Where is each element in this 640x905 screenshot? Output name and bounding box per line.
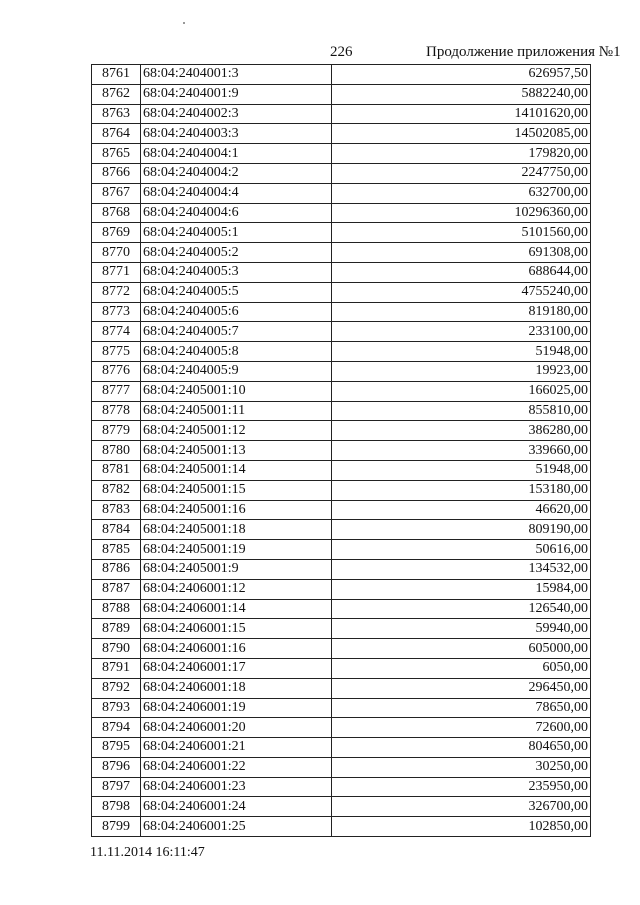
- cadastral-number-cell: 68:04:2404005:5: [141, 282, 332, 302]
- row-number-cell: 8790: [92, 639, 141, 659]
- table-row: [92, 559, 591, 579]
- table-row: [92, 698, 591, 718]
- row-number-cell: 8763: [92, 104, 141, 124]
- cadastral-number-cell: 68:04:2406001:15: [141, 619, 332, 639]
- cadastral-number-cell: 68:04:2404005:1: [141, 223, 332, 243]
- table-row: [92, 144, 591, 164]
- cadastral-value-cell: 72600,00: [332, 718, 591, 738]
- cadastral-number-cell: 68:04:2405001:12: [141, 421, 332, 441]
- table-row: [92, 322, 591, 342]
- cadastral-number-cell: 68:04:2405001:9: [141, 559, 332, 579]
- row-number-cell: 8778: [92, 401, 141, 421]
- cadastral-value-cell: 688644,00: [332, 262, 591, 282]
- table-row: [92, 203, 591, 223]
- row-number-cell: 8777: [92, 381, 141, 401]
- cadastral-number-cell: 68:04:2406001:22: [141, 757, 332, 777]
- cadastral-number-cell: 68:04:2404001:3: [141, 65, 332, 85]
- row-number-cell: 8795: [92, 738, 141, 758]
- table-row: [92, 639, 591, 659]
- table-row: [92, 223, 591, 243]
- row-number-cell: 8785: [92, 540, 141, 560]
- cadastral-value-cell: 855810,00: [332, 401, 591, 421]
- table-row: [92, 65, 591, 85]
- cadastral-value-cell: 179820,00: [332, 144, 591, 164]
- cadastral-number-cell: 68:04:2406001:17: [141, 658, 332, 678]
- cadastral-value-cell: 819180,00: [332, 302, 591, 322]
- cadastral-value-cell: 4755240,00: [332, 282, 591, 302]
- cadastral-value-cell: 632700,00: [332, 183, 591, 203]
- table-row: [92, 777, 591, 797]
- cadastral-value-cell: 102850,00: [332, 817, 591, 837]
- row-number-cell: 8774: [92, 322, 141, 342]
- row-number-cell: 8776: [92, 361, 141, 381]
- row-number-cell: 8762: [92, 84, 141, 104]
- row-number-cell: 8796: [92, 757, 141, 777]
- cadastral-value-cell: 386280,00: [332, 421, 591, 441]
- cadastral-number-cell: 68:04:2404001:9: [141, 84, 332, 104]
- row-number-cell: 8769: [92, 223, 141, 243]
- table-row: [92, 678, 591, 698]
- row-number-cell: 8782: [92, 480, 141, 500]
- table-row: [92, 599, 591, 619]
- print-timestamp: 11.11.2014 16:11:47: [90, 845, 205, 860]
- cadastral-value-cell: 626957,50: [332, 65, 591, 85]
- cadastral-value-cell: 326700,00: [332, 797, 591, 817]
- cadastral-value-cell: 153180,00: [332, 480, 591, 500]
- cadastral-value-cell: 691308,00: [332, 243, 591, 263]
- table-row: [92, 441, 591, 461]
- cadastral-value-cell: 78650,00: [332, 698, 591, 718]
- cadastral-value-table: [91, 64, 591, 837]
- table-row: [92, 381, 591, 401]
- cadastral-number-cell: 68:04:2405001:15: [141, 480, 332, 500]
- row-number-cell: 8787: [92, 579, 141, 599]
- cadastral-value-cell: 30250,00: [332, 757, 591, 777]
- cadastral-number-cell: 68:04:2406001:25: [141, 817, 332, 837]
- table-row: [92, 460, 591, 480]
- row-number-cell: 8772: [92, 282, 141, 302]
- cadastral-number-cell: 68:04:2404005:2: [141, 243, 332, 263]
- table-row: [92, 342, 591, 362]
- page-number: 226: [330, 44, 353, 60]
- row-number-cell: 8773: [92, 302, 141, 322]
- table-row: [92, 302, 591, 322]
- row-number-cell: 8767: [92, 183, 141, 203]
- cadastral-value-cell: 126540,00: [332, 599, 591, 619]
- cadastral-value-cell: 2247750,00: [332, 163, 591, 183]
- table-row: [92, 124, 591, 144]
- table-row: [92, 401, 591, 421]
- row-number-cell: 8765: [92, 144, 141, 164]
- table-row: [92, 619, 591, 639]
- table-row: [92, 718, 591, 738]
- table-row: [92, 500, 591, 520]
- cadastral-number-cell: 68:04:2404005:9: [141, 361, 332, 381]
- cadastral-value-cell: 6050,00: [332, 658, 591, 678]
- cadastral-number-cell: 68:04:2404004:1: [141, 144, 332, 164]
- cadastral-value-cell: 14101620,00: [332, 104, 591, 124]
- table-row: [92, 579, 591, 599]
- cadastral-value-cell: 14502085,00: [332, 124, 591, 144]
- table-row: [92, 658, 591, 678]
- cadastral-value-cell: 50616,00: [332, 540, 591, 560]
- cadastral-number-cell: 68:04:2404002:3: [141, 104, 332, 124]
- cadastral-number-cell: 68:04:2406001:24: [141, 797, 332, 817]
- cadastral-value-cell: 809190,00: [332, 520, 591, 540]
- table-row: [92, 243, 591, 263]
- cadastral-value-cell: 15984,00: [332, 579, 591, 599]
- table-row: [92, 757, 591, 777]
- row-number-cell: 8775: [92, 342, 141, 362]
- row-number-cell: 8764: [92, 124, 141, 144]
- row-number-cell: 8799: [92, 817, 141, 837]
- cadastral-number-cell: 68:04:2404004:6: [141, 203, 332, 223]
- row-number-cell: 8784: [92, 520, 141, 540]
- cadastral-value-cell: 134532,00: [332, 559, 591, 579]
- table-row: [92, 421, 591, 441]
- cadastral-value-cell: 5101560,00: [332, 223, 591, 243]
- table-row: [92, 84, 591, 104]
- row-number-cell: 8792: [92, 678, 141, 698]
- cadastral-number-cell: 68:04:2404005:3: [141, 262, 332, 282]
- cadastral-number-cell: 68:04:2404005:8: [141, 342, 332, 362]
- cadastral-number-cell: 68:04:2406001:23: [141, 777, 332, 797]
- scan-mark: [183, 22, 185, 24]
- cadastral-value-cell: 235950,00: [332, 777, 591, 797]
- cadastral-number-cell: 68:04:2405001:18: [141, 520, 332, 540]
- cadastral-value-cell: 51948,00: [332, 460, 591, 480]
- row-number-cell: 8779: [92, 421, 141, 441]
- cadastral-value-cell: 51948,00: [332, 342, 591, 362]
- table-row: [92, 183, 591, 203]
- cadastral-value-cell: 46620,00: [332, 500, 591, 520]
- cadastral-number-cell: 68:04:2405001:16: [141, 500, 332, 520]
- cadastral-number-cell: 68:04:2405001:19: [141, 540, 332, 560]
- cadastral-value-cell: 605000,00: [332, 639, 591, 659]
- table-row: [92, 282, 591, 302]
- cadastral-number-cell: 68:04:2404004:2: [141, 163, 332, 183]
- row-number-cell: 8791: [92, 658, 141, 678]
- row-number-cell: 8789: [92, 619, 141, 639]
- row-number-cell: 8798: [92, 797, 141, 817]
- table-row: [92, 797, 591, 817]
- cadastral-value-cell: 339660,00: [332, 441, 591, 461]
- cadastral-number-cell: 68:04:2405001:13: [141, 441, 332, 461]
- row-number-cell: 8761: [92, 65, 141, 85]
- row-number-cell: 8797: [92, 777, 141, 797]
- cadastral-number-cell: 68:04:2405001:10: [141, 381, 332, 401]
- table-row: [92, 163, 591, 183]
- row-number-cell: 8768: [92, 203, 141, 223]
- row-number-cell: 8783: [92, 500, 141, 520]
- cadastral-value-cell: 804650,00: [332, 738, 591, 758]
- row-number-cell: 8794: [92, 718, 141, 738]
- row-number-cell: 8781: [92, 460, 141, 480]
- cadastral-value-cell: 19923,00: [332, 361, 591, 381]
- cadastral-number-cell: 68:04:2404003:3: [141, 124, 332, 144]
- row-number-cell: 8793: [92, 698, 141, 718]
- cadastral-number-cell: 68:04:2406001:18: [141, 678, 332, 698]
- cadastral-number-cell: 68:04:2405001:11: [141, 401, 332, 421]
- cadastral-number-cell: 68:04:2406001:16: [141, 639, 332, 659]
- row-number-cell: 8788: [92, 599, 141, 619]
- cadastral-value-cell: 296450,00: [332, 678, 591, 698]
- cadastral-number-cell: 68:04:2406001:21: [141, 738, 332, 758]
- cadastral-value-cell: 166025,00: [332, 381, 591, 401]
- table-row: [92, 104, 591, 124]
- table-row: [92, 520, 591, 540]
- row-number-cell: 8771: [92, 262, 141, 282]
- cadastral-value-cell: 59940,00: [332, 619, 591, 639]
- cadastral-value-cell: 233100,00: [332, 322, 591, 342]
- row-number-cell: 8770: [92, 243, 141, 263]
- cadastral-number-cell: 68:04:2406001:12: [141, 579, 332, 599]
- row-number-cell: 8766: [92, 163, 141, 183]
- cadastral-number-cell: 68:04:2404004:4: [141, 183, 332, 203]
- cadastral-number-cell: 68:04:2405001:14: [141, 460, 332, 480]
- cadastral-number-cell: 68:04:2406001:20: [141, 718, 332, 738]
- table-row: [92, 480, 591, 500]
- cadastral-number-cell: 68:04:2404005:6: [141, 302, 332, 322]
- cadastral-number-cell: 68:04:2406001:19: [141, 698, 332, 718]
- cadastral-value-cell: 10296360,00: [332, 203, 591, 223]
- appendix-table: [91, 64, 591, 837]
- table-row: [92, 817, 591, 837]
- table-row: [92, 361, 591, 381]
- row-number-cell: 8786: [92, 559, 141, 579]
- table-row: [92, 262, 591, 282]
- continuation-heading: Продолжение приложения №1: [426, 44, 621, 60]
- table-body: [92, 65, 591, 837]
- cadastral-value-cell: 5882240,00: [332, 84, 591, 104]
- row-number-cell: 8780: [92, 441, 141, 461]
- table-row: [92, 540, 591, 560]
- cadastral-number-cell: 68:04:2404005:7: [141, 322, 332, 342]
- cadastral-number-cell: 68:04:2406001:14: [141, 599, 332, 619]
- table-row: [92, 738, 591, 758]
